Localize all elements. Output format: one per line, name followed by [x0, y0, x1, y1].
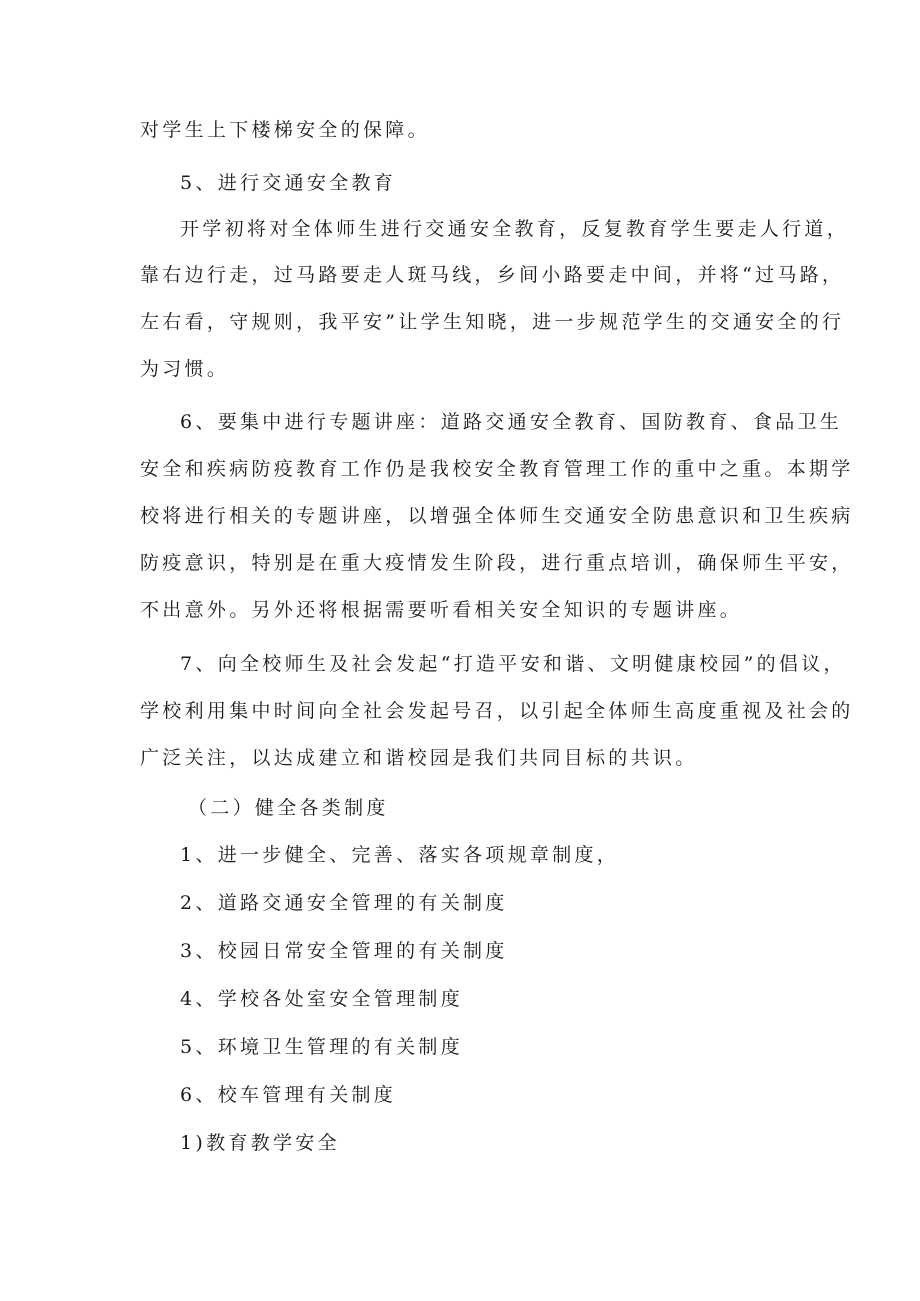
text-line: 7、向全校师生及社会发起“打造平安和谐、文明健康校园”的倡议，: [180, 653, 846, 675]
text-line: 为习惯。: [140, 358, 230, 380]
text-line: 6、要集中进行专题讲座：道路交通安全教育、国防教育、食品卫生: [180, 411, 843, 433]
section-heading: 5、进行交通安全教育: [180, 172, 397, 194]
text-line: 广泛关注，以达成建立和谐校园是我们共同目标的共识。: [140, 747, 698, 769]
list-item: 5、环境卫生管理的有关制度: [180, 1036, 463, 1058]
text-line: 学校利用集中时间向全社会发起号召，以引起全体师生高度重视及社会的: [140, 700, 854, 722]
text-line: 不出意外。另外还将根据需要听看相关安全知识的专题讲座。: [140, 599, 743, 621]
list-item: 3、校园日常安全管理的有关制度: [180, 940, 508, 962]
text-line: 防疫意识，特别是在重大疫情发生阶段，进行重点培训，确保师生平安，: [140, 552, 854, 574]
text-line: 开学初将对全体师生进行交通安全教育，反复教育学生要走人行道，: [180, 218, 850, 240]
text-line: 校将进行相关的专题讲座，以增强全体师生交通安全防患意识和卫生疾病: [140, 505, 854, 527]
text-line: 靠右边行走，过马路要走人斑马线，乡间小路要走中间，并将“过马路，: [140, 264, 845, 286]
text-line: 对学生上下楼梯安全的保障。: [140, 119, 430, 141]
list-item: 1)教育教学安全: [180, 1132, 340, 1154]
list-item: 4、学校各处室安全管理制度: [180, 988, 463, 1010]
text-line: 安全和疾病防疫教育工作仍是我校安全教育管理工作的重中之重。本期学: [140, 458, 854, 480]
list-item: 1、进一步健全、完善、落实各项规章制度，: [180, 844, 620, 866]
list-item: 6、校车管理有关制度: [180, 1084, 397, 1106]
section-heading: （二）健全各类制度: [188, 797, 389, 819]
list-item: 2、道路交通安全管理的有关制度: [180, 892, 508, 914]
text-line: 左右看，守规则，我平安”让学生知晓，进一步规范学生的交通安全的行: [140, 311, 845, 333]
